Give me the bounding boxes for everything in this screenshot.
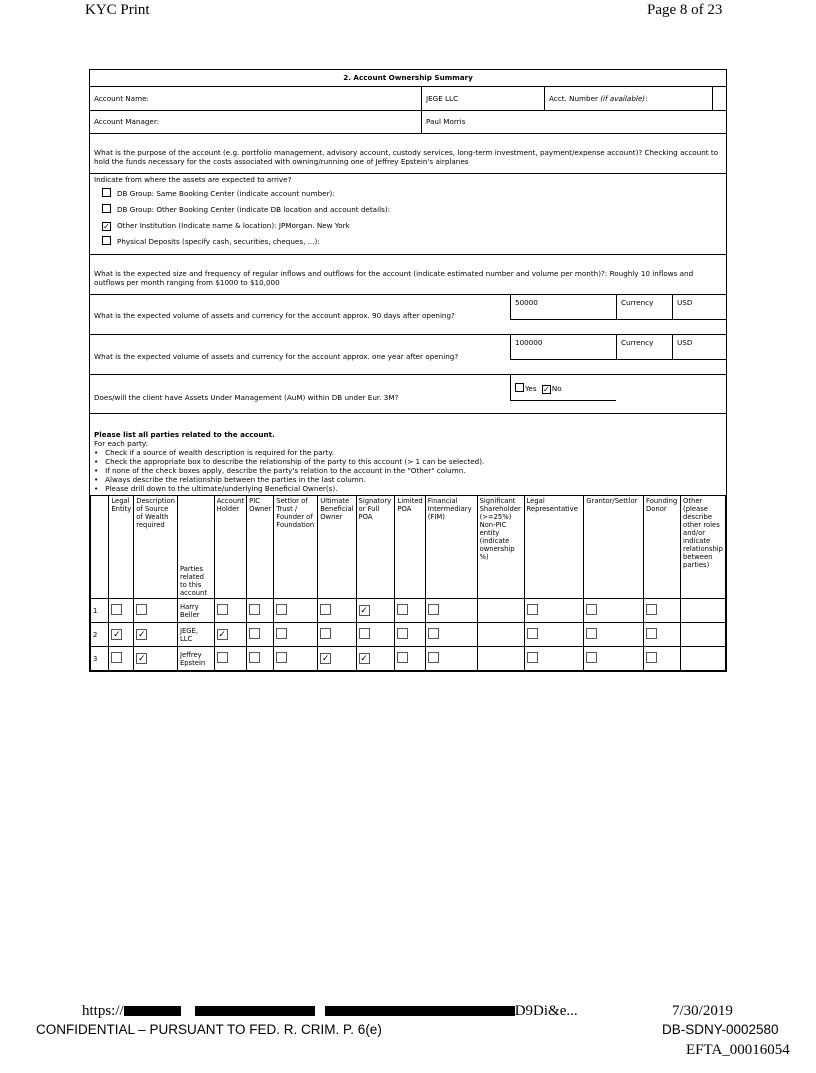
check-cell — [318, 599, 356, 623]
volume-1y-row — [90, 335, 726, 375]
redaction-bar — [325, 1006, 515, 1016]
checkbox[interactable] — [102, 188, 111, 197]
checkbox[interactable] — [276, 628, 287, 639]
asset-option-label: Physical Deposits (specify cash, securities, cheques, ...): — [117, 237, 320, 246]
volume-1y-value: 100000 — [510, 335, 616, 360]
volume-90-currency: USD — [672, 295, 726, 320]
text-cell[interactable] — [477, 623, 524, 647]
checkbox[interactable] — [249, 604, 260, 615]
col-header: Significant Shareholder (>=25%) Non-PIC entity (indicate ownership %) — [477, 496, 524, 599]
check-cell — [247, 647, 274, 671]
check-cell — [644, 599, 681, 623]
check-cell — [134, 647, 178, 671]
check-cell — [134, 599, 178, 623]
col-header: Ultimate Beneficial Owner — [318, 496, 356, 599]
col-header: Signatory or Full POA — [356, 496, 395, 599]
acct-number-note: (if available) — [600, 94, 646, 103]
asset-option-same-booking[interactable] — [94, 186, 722, 202]
volume-90-row — [90, 295, 726, 335]
check-cell — [356, 599, 395, 623]
checkbox[interactable] — [359, 628, 370, 639]
checkbox[interactable] — [428, 628, 439, 639]
checkbox[interactable] — [111, 604, 122, 615]
parties-bullet-text: Check the appropriate box to describe the relationship of the party to this account (> 1 can be selected). — [105, 457, 485, 466]
page-header-right: Page 8 of 23 — [647, 2, 723, 18]
footer-date: 7/30/2019 — [672, 1003, 733, 1019]
volume-90-label: What is the expected volume of assets and currency for the account approx. 90 days after opening? — [94, 311, 455, 320]
col-header: Founding Donor — [644, 496, 681, 599]
account-name-label: Account Name: — [94, 94, 149, 103]
check-cell — [356, 623, 395, 647]
col-header: Legal Representative — [524, 496, 584, 599]
party-name: Harry Beller — [177, 599, 214, 623]
table-row — [91, 647, 726, 671]
check-cell — [524, 599, 584, 623]
checkbox[interactable]: ✓ — [103, 222, 110, 231]
checkbox[interactable] — [249, 628, 260, 639]
check-cell — [214, 599, 246, 623]
footer-url-suffix: D9Di&e... — [514, 1003, 578, 1019]
text-cell[interactable] — [477, 647, 524, 671]
table-row — [91, 599, 726, 623]
checkbox[interactable]: ✓ — [360, 606, 368, 616]
col-header: Financial Intermediary (FIM) — [425, 496, 477, 599]
checkbox[interactable] — [217, 652, 228, 663]
checkbox[interactable]: ✓ — [137, 654, 146, 664]
party-name: Jeffrey Epstein — [177, 647, 214, 671]
checkbox[interactable] — [646, 604, 657, 615]
asset-option-other-institution[interactable] — [94, 218, 722, 234]
efta-number: EFTA_00016054 — [686, 1042, 790, 1058]
checkbox[interactable] — [397, 628, 408, 639]
check-cell — [274, 647, 318, 671]
purpose-text: What is the purpose of the account (e.g. portfolio management, advisory account, custody services, long-term investment, payment/expense account)? Checking account to hold the funds necessary for the costs associated with owning/running one of Jeffrey Epstein's airplanes — [94, 148, 719, 166]
check-cell — [644, 623, 681, 647]
checkbox[interactable] — [102, 236, 111, 245]
checkbox[interactable] — [586, 628, 597, 639]
checkbox[interactable] — [111, 652, 122, 663]
text-cell[interactable] — [681, 599, 726, 623]
check-cell — [425, 623, 477, 647]
flows-text: What is the expected size and frequency of regular inflows and outflows for the account (indicate estimated number and volume per month)?: Roughly 10 inflows and outflows per month ranging from $1000 to $10,000 — [94, 269, 694, 287]
check-cell — [644, 647, 681, 671]
check-cell — [109, 647, 134, 671]
check-cell — [109, 599, 134, 623]
check-cell — [356, 647, 395, 671]
aum-row — [90, 375, 726, 414]
check-cell — [214, 647, 246, 671]
checkbox[interactable] — [217, 604, 228, 615]
checkbox[interactable]: ✓ — [137, 630, 146, 640]
section-title-row — [90, 70, 726, 87]
checkbox[interactable] — [646, 652, 657, 663]
checkbox[interactable] — [527, 628, 538, 639]
acct-number-label — [544, 87, 712, 110]
checkbox[interactable] — [586, 604, 597, 615]
checkbox[interactable] — [527, 652, 538, 663]
assets-from-label: Indicate from where the assets are expected to arrive? — [94, 175, 292, 184]
checkbox[interactable]: ✓ — [360, 654, 368, 664]
parties-bullet: • Please drill down to the ultimate/underlying Beneficial Owner(s). — [94, 484, 338, 493]
col-header — [91, 496, 109, 599]
party-number: 1 — [91, 599, 109, 623]
check-cell — [214, 623, 246, 647]
checkbox[interactable] — [276, 604, 287, 615]
account-name-row — [90, 87, 726, 111]
check-cell — [584, 623, 644, 647]
checkbox[interactable] — [646, 628, 657, 639]
checkbox[interactable] — [320, 604, 331, 615]
table-header-row — [91, 496, 726, 599]
check-cell — [274, 599, 318, 623]
checkbox[interactable] — [428, 652, 439, 663]
checkbox[interactable] — [320, 628, 331, 639]
manager-value: Paul Morris — [421, 111, 726, 133]
aum-options — [510, 375, 616, 401]
col-header: Other (please describe other roles and/or indicate relationship between parties) — [681, 496, 726, 599]
col-header: Legal Entity — [109, 496, 134, 599]
acct-number-value[interactable] — [712, 87, 726, 110]
checkbox[interactable] — [276, 652, 287, 663]
aum-label: Does/will the client have Assets Under Management (AuM) within DB under Eur. 3M? — [94, 393, 399, 402]
parties-bullet: • Check the appropriate box to describe the relationship of the party to this account (> 1 can be selected). — [94, 457, 485, 466]
currency-label: Currency — [616, 295, 672, 320]
checkbox[interactable] — [397, 652, 408, 663]
checkbox[interactable] — [136, 604, 147, 615]
check-cell — [524, 623, 584, 647]
parties-table — [90, 495, 726, 671]
parties-for-each: For each party: — [94, 439, 149, 448]
parties-bullet-text: Check if a source of wealth description is required for the party. — [105, 448, 334, 457]
parties-bullet-text: Please drill down to the ultimate/underlying Beneficial Owner(s). — [105, 484, 338, 493]
col-header: PIC Owner — [247, 496, 274, 599]
parties-heading: Please list all parties related to the account. — [94, 430, 275, 439]
footer-url — [82, 1003, 578, 1020]
manager-label: Account Manager: — [94, 117, 160, 126]
check-cell — [318, 623, 356, 647]
checkbox[interactable] — [102, 204, 111, 213]
check-cell — [247, 599, 274, 623]
check-cell — [425, 647, 477, 671]
parties-bullet-text: Always describe the relationship between the parties in the last column. — [105, 475, 366, 484]
parties-bullet: • If none of the check boxes apply, describe the party's relation to the account in the "Other" column. — [94, 466, 466, 475]
text-cell[interactable] — [477, 599, 524, 623]
account-ownership-form — [89, 69, 727, 672]
assets-from-row — [90, 174, 726, 255]
check-cell — [247, 623, 274, 647]
text-cell[interactable] — [681, 623, 726, 647]
account-name-value: JEGE LLC — [421, 87, 544, 110]
checkbox[interactable]: ✓ — [113, 630, 121, 640]
check-cell — [524, 647, 584, 671]
check-cell — [395, 647, 425, 671]
check-cell — [395, 599, 425, 623]
parties-bullet: • Check if a source of wealth description is required for the party. — [94, 448, 334, 457]
confidential-notice: CONFIDENTIAL – PURSUANT TO FED. R. CRIM. P. 6(e) — [36, 1022, 382, 1037]
check-cell — [584, 647, 644, 671]
aum-no-label: No — [551, 384, 562, 393]
checkbox[interactable] — [397, 604, 408, 615]
flows-row — [90, 255, 726, 295]
checkbox[interactable] — [586, 652, 597, 663]
bates-number: DB-SDNY-0002580 — [662, 1022, 779, 1037]
check-cell — [318, 647, 356, 671]
col-header: Limited POA — [395, 496, 425, 599]
checkbox[interactable]: ✓ — [218, 630, 226, 640]
volume-1y-label: What is the expected volume of assets and currency for the account approx. one year after opening? — [94, 352, 459, 361]
asset-option-physical-deposits[interactable] — [94, 234, 722, 250]
checkbox[interactable]: ✓ — [321, 654, 330, 664]
party-number: 3 — [91, 647, 109, 671]
parties-bullet-text: If none of the check boxes apply, describe the party's relation to the account in the "Other" column. — [105, 466, 466, 475]
acct-number-colon: : — [645, 94, 648, 103]
table-row — [91, 623, 726, 647]
check-cell — [584, 599, 644, 623]
check-cell — [274, 623, 318, 647]
checkbox[interactable] — [249, 652, 260, 663]
asset-option-other-booking[interactable] — [94, 202, 722, 218]
page-header-left: KYC Print — [85, 2, 150, 18]
aum-yes-label: Yes — [525, 384, 537, 393]
check-cell — [109, 623, 134, 647]
section-title: 2. Account Ownership Summary — [343, 73, 473, 82]
purpose-row — [90, 134, 726, 174]
redaction-bar — [195, 1006, 315, 1016]
col-header: Parties related to this account — [177, 496, 214, 599]
acct-number-label-text: Acct. Number — [549, 94, 601, 103]
checkbox[interactable] — [527, 604, 538, 615]
col-header: Description of Source of Wealth required — [134, 496, 178, 599]
aum-no-checkbox[interactable]: ✓ — [543, 385, 550, 394]
footer-url-prefix: https:// — [82, 1003, 124, 1019]
col-header: Account Holder — [214, 496, 246, 599]
asset-option-label: DB Group: Same Booking Center (indicate account number): — [117, 189, 335, 198]
volume-90-value: 50000 — [510, 295, 616, 320]
asset-option-label: DB Group: Other Booking Center (indicate DB location and account details): — [117, 205, 391, 214]
parties-instructions — [90, 414, 726, 495]
check-cell — [134, 623, 178, 647]
col-header: Grantor/Settlor — [584, 496, 644, 599]
asset-option-label: Other Institution (Indicate name & location): JPMorgan. New York — [117, 221, 350, 230]
redaction-bar — [124, 1006, 181, 1016]
text-cell[interactable] — [681, 647, 726, 671]
currency-label: Currency — [616, 335, 672, 360]
checkbox[interactable] — [428, 604, 439, 615]
parties-bullet: • Always describe the relationship between the parties in the last column. — [94, 475, 366, 484]
check-cell — [395, 623, 425, 647]
col-header: Settlor of Trust / Founder of Foundation — [274, 496, 318, 599]
party-number: 2 — [91, 623, 109, 647]
manager-row — [90, 111, 726, 134]
check-cell — [425, 599, 477, 623]
aum-yes-checkbox[interactable] — [515, 383, 524, 392]
party-name: JEGE, LLC — [177, 623, 214, 647]
volume-1y-currency: USD — [672, 335, 726, 360]
